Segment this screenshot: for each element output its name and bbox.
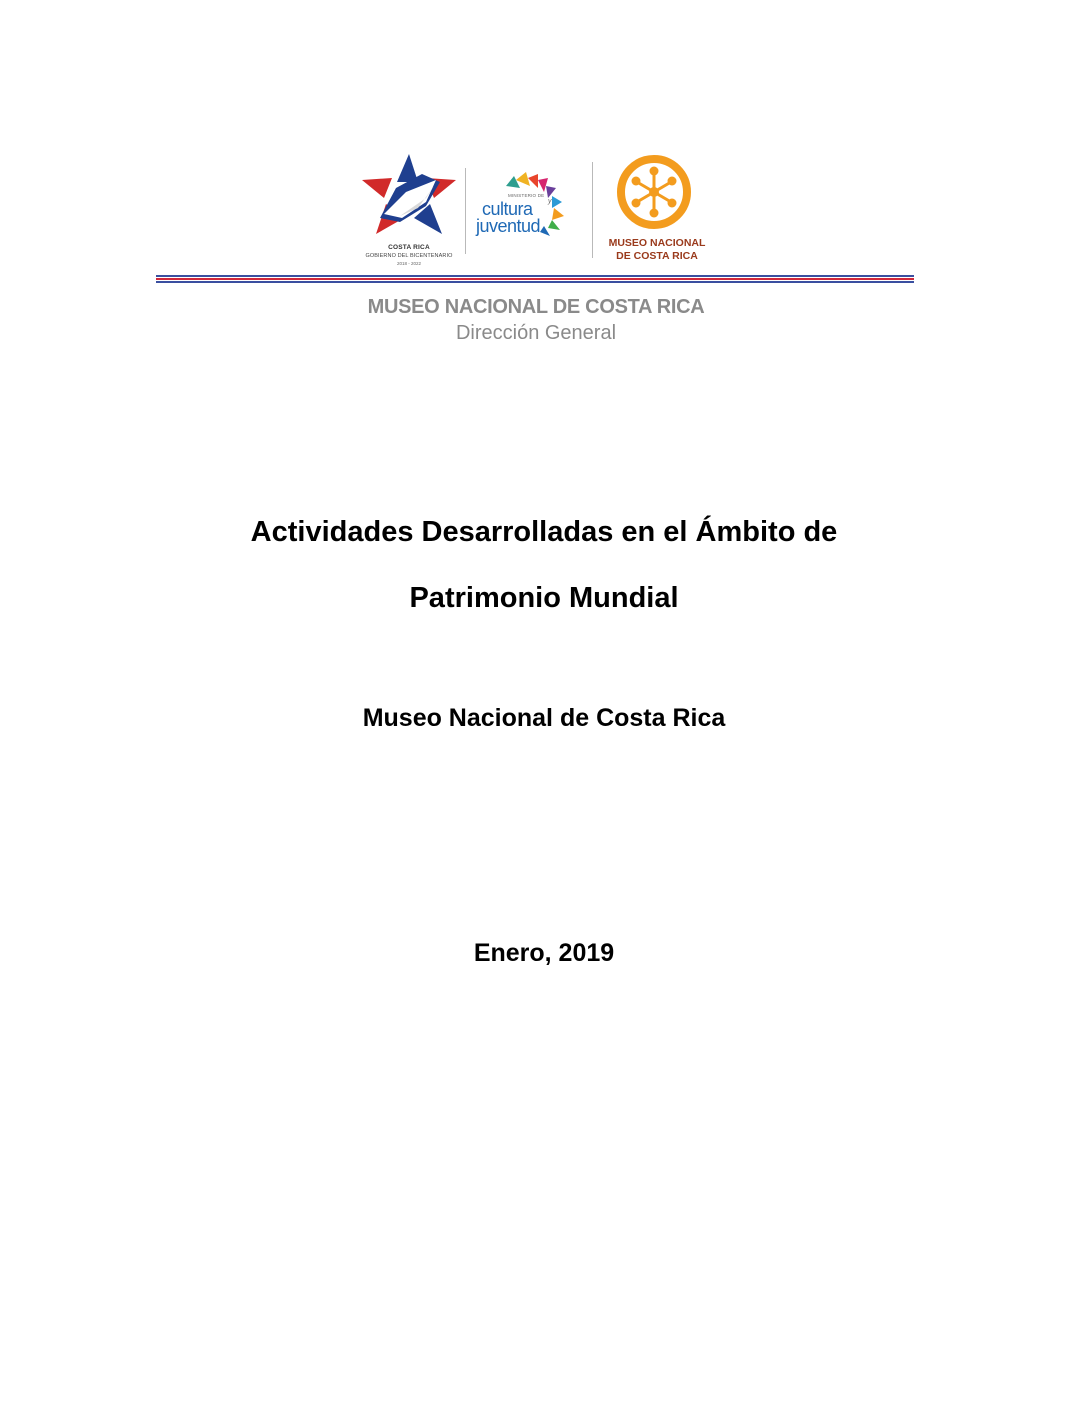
header-org-department: Dirección General xyxy=(455,322,617,344)
document-date: Enero, 2019 xyxy=(473,939,615,967)
document-title-line2: Patrimonio Mundial xyxy=(409,582,679,614)
juventud-wordmark: juventud xyxy=(476,216,541,236)
star-caption-government: GOBIERNO DEL BICENTENARIO xyxy=(365,253,453,259)
gobierno-costa-rica-logo xyxy=(356,152,462,272)
ministerio-cultura-juventud-logo xyxy=(470,170,588,250)
cultura-wordmark: cultura xyxy=(482,199,533,219)
museo-caption-line1: MUSEO NACIONAL xyxy=(608,237,706,249)
document-subtitle: Museo Nacional de Costa Rica xyxy=(362,704,726,732)
header-tricolor-rule xyxy=(156,275,914,285)
cultura-ministerio-label: MINISTERIO DE xyxy=(508,193,545,198)
header-org-name: MUSEO NACIONAL DE COSTA RICA xyxy=(367,296,705,318)
star-caption-period: 2018 - 2022 xyxy=(396,261,422,266)
museo-caption-line2: DE COSTA RICA xyxy=(616,250,698,262)
logo-divider xyxy=(592,162,593,258)
museo-nacional-logo xyxy=(604,152,710,264)
museo-emblem-icon xyxy=(604,152,710,234)
star-emblem-icon xyxy=(356,152,462,244)
logo-divider xyxy=(465,168,466,254)
document-title-line1: Actividades Desarrolladas en el Ámbito de xyxy=(250,516,838,548)
star-caption-country: COSTA RICA xyxy=(388,244,430,251)
cultura-y-label: y xyxy=(548,198,552,205)
